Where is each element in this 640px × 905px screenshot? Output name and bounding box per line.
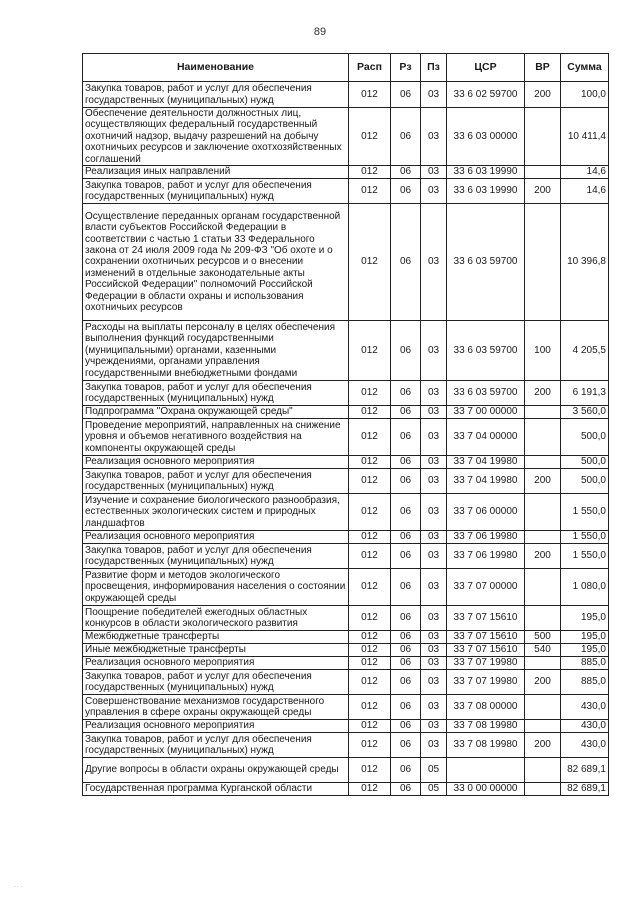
cell-rasp: 012 — [349, 381, 391, 406]
cell-name: Закупка товаров, работ и услуг для обеспечения государственных (муниципальных) нужд — [83, 544, 349, 569]
cell-sum: 4 205,5 — [561, 321, 609, 381]
table-row — [83, 657, 609, 670]
header-name: Наименование — [83, 54, 349, 82]
cell-rasp: 012 — [349, 204, 391, 321]
cell-rz: 06 — [391, 321, 421, 381]
cell-rasp: 012 — [349, 456, 391, 469]
cell-rasp: 012 — [349, 321, 391, 381]
cell-csr: 33 7 07 15610 — [447, 631, 525, 644]
cell-pz: 03 — [421, 456, 447, 469]
cell-pz: 03 — [421, 469, 447, 494]
cell-vr: 540 — [525, 644, 561, 657]
header-vr: ВР — [525, 54, 561, 82]
cell-rz: 06 — [391, 166, 421, 179]
cell-vr — [525, 456, 561, 469]
cell-sum: 1 550,0 — [561, 494, 609, 531]
table-row — [83, 670, 609, 695]
cell-name: Совершенствование механизмов государственного управления в сфере охраны окружающей среды — [83, 695, 349, 720]
header-csr: ЦСР — [447, 54, 525, 82]
cell-vr: 200 — [525, 670, 561, 695]
cell-name: Реализация основного мероприятия — [83, 456, 349, 469]
cell-csr: 33 6 02 59700 — [447, 82, 525, 108]
header-sum: Сумма — [561, 54, 609, 82]
cell-sum: 100,0 — [561, 82, 609, 108]
cell-rasp: 012 — [349, 758, 391, 783]
cell-vr — [525, 531, 561, 544]
cell-sum: 14,6 — [561, 166, 609, 179]
cell-name: Закупка товаров, работ и услуг для обеспечения государственных (муниципальных) нужд — [83, 670, 349, 695]
cell-pz: 05 — [421, 758, 447, 783]
cell-rz: 06 — [391, 108, 421, 166]
cell-sum: 430,0 — [561, 733, 609, 758]
cell-rz: 06 — [391, 544, 421, 569]
cell-vr — [525, 657, 561, 670]
cell-rasp: 012 — [349, 733, 391, 758]
cell-vr — [525, 494, 561, 531]
cell-rasp: 012 — [349, 544, 391, 569]
cell-vr: 100 — [525, 321, 561, 381]
cell-vr — [525, 783, 561, 796]
table-row — [83, 406, 609, 419]
cell-pz: 03 — [421, 179, 447, 204]
cell-vr: 200 — [525, 733, 561, 758]
cell-pz: 03 — [421, 166, 447, 179]
cell-rz: 06 — [391, 456, 421, 469]
cell-vr — [525, 166, 561, 179]
cell-rz: 06 — [391, 569, 421, 606]
corner-mark: .. . — [14, 880, 23, 889]
cell-csr: 33 7 06 19980 — [447, 544, 525, 569]
table-row — [83, 544, 609, 569]
cell-rz: 06 — [391, 204, 421, 321]
cell-sum: 430,0 — [561, 720, 609, 733]
cell-rasp: 012 — [349, 406, 391, 419]
table-row — [83, 419, 609, 456]
cell-csr: 33 7 07 19980 — [447, 657, 525, 670]
table-row — [83, 783, 609, 796]
cell-rasp: 012 — [349, 419, 391, 456]
cell-sum: 195,0 — [561, 644, 609, 657]
cell-csr: 33 7 04 00000 — [447, 419, 525, 456]
cell-vr — [525, 606, 561, 631]
cell-pz: 03 — [421, 733, 447, 758]
cell-rasp: 012 — [349, 531, 391, 544]
cell-vr: 200 — [525, 82, 561, 108]
cell-rz: 06 — [391, 82, 421, 108]
cell-sum: 6 191,3 — [561, 381, 609, 406]
table-row — [83, 720, 609, 733]
table-row — [83, 631, 609, 644]
cell-pz: 03 — [421, 381, 447, 406]
cell-rasp: 012 — [349, 179, 391, 204]
cell-pz: 03 — [421, 606, 447, 631]
cell-pz: 03 — [421, 531, 447, 544]
cell-csr: 33 7 04 19980 — [447, 469, 525, 494]
cell-name: Реализация основного мероприятия — [83, 720, 349, 733]
cell-name: Подпрограмма "Охрана окружающей среды" — [83, 406, 349, 419]
table-row — [83, 644, 609, 657]
table-row — [83, 469, 609, 494]
cell-csr: 33 7 07 15610 — [447, 606, 525, 631]
cell-vr: 200 — [525, 469, 561, 494]
cell-rasp: 012 — [349, 657, 391, 670]
cell-rasp: 012 — [349, 108, 391, 166]
cell-name: Иные межбюджетные трансферты — [83, 644, 349, 657]
cell-name: Поощрение победителей ежегодных областных конкурсов в области экологического развития — [83, 606, 349, 631]
cell-sum: 1 550,0 — [561, 531, 609, 544]
cell-name: Обеспечение деятельности должностных лиц, осуществляющих федеральный государственный охотничий надзор, выдачу разрешений на добычу охотничьих ресурсов и заключение охотхозяйственных соглашений — [83, 108, 349, 166]
cell-rasp: 012 — [349, 631, 391, 644]
page-number: 89 — [313, 26, 327, 38]
cell-name: Другие вопросы в области охраны окружающей среды — [83, 758, 349, 783]
cell-sum: 430,0 — [561, 695, 609, 720]
budget-table — [82, 53, 609, 796]
table-row — [83, 82, 609, 108]
cell-csr: 33 7 07 19980 — [447, 670, 525, 695]
cell-pz: 03 — [421, 544, 447, 569]
table-row — [83, 108, 609, 166]
cell-rz: 06 — [391, 670, 421, 695]
cell-pz: 03 — [421, 695, 447, 720]
table-row — [83, 733, 609, 758]
cell-sum: 10 411,4 — [561, 108, 609, 166]
cell-pz: 03 — [421, 644, 447, 657]
cell-vr — [525, 406, 561, 419]
cell-sum: 82 689,1 — [561, 758, 609, 783]
table-row — [83, 204, 609, 321]
table-row — [83, 494, 609, 531]
cell-pz: 03 — [421, 657, 447, 670]
table-row — [83, 569, 609, 606]
cell-sum: 10 396,8 — [561, 204, 609, 321]
cell-pz: 03 — [421, 419, 447, 456]
cell-vr — [525, 108, 561, 166]
header-pz: Пз — [421, 54, 447, 82]
cell-csr: 33 6 03 19990 — [447, 179, 525, 204]
cell-sum: 885,0 — [561, 670, 609, 695]
cell-sum: 500,0 — [561, 419, 609, 456]
cell-pz: 03 — [421, 494, 447, 531]
table-row — [83, 456, 609, 469]
cell-rasp: 012 — [349, 783, 391, 796]
cell-name: Межбюджетные трансферты — [83, 631, 349, 644]
cell-rz: 06 — [391, 381, 421, 406]
cell-name: Закупка товаров, работ и услуг для обеспечения государственных (муниципальных) нужд — [83, 381, 349, 406]
cell-rasp: 012 — [349, 569, 391, 606]
table-row — [83, 531, 609, 544]
cell-vr: 200 — [525, 381, 561, 406]
cell-csr: 33 7 08 19980 — [447, 733, 525, 758]
cell-sum: 885,0 — [561, 657, 609, 670]
cell-vr — [525, 569, 561, 606]
cell-csr: 33 7 08 00000 — [447, 695, 525, 720]
cell-vr: 200 — [525, 179, 561, 204]
cell-csr: 33 7 04 19980 — [447, 456, 525, 469]
cell-csr — [447, 758, 525, 783]
cell-rz: 06 — [391, 783, 421, 796]
cell-name: Реализация основного мероприятия — [83, 531, 349, 544]
cell-rz: 06 — [391, 606, 421, 631]
table-row — [83, 695, 609, 720]
cell-vr: 200 — [525, 544, 561, 569]
cell-name: Реализация основного мероприятия — [83, 657, 349, 670]
cell-name: Проведение мероприятий, направленных на снижение уровня и объемов негативного воздействия на компоненты окружающей среды — [83, 419, 349, 456]
cell-rasp: 012 — [349, 670, 391, 695]
cell-rz: 06 — [391, 733, 421, 758]
cell-csr: 33 6 03 59700 — [447, 321, 525, 381]
cell-pz: 03 — [421, 670, 447, 695]
cell-sum: 1 550,0 — [561, 544, 609, 569]
cell-rasp: 012 — [349, 606, 391, 631]
cell-rz: 06 — [391, 720, 421, 733]
cell-rz: 06 — [391, 695, 421, 720]
cell-csr: 33 7 07 15610 — [447, 644, 525, 657]
cell-vr — [525, 758, 561, 783]
cell-csr: 33 7 00 00000 — [447, 406, 525, 419]
cell-rz: 06 — [391, 631, 421, 644]
cell-pz: 03 — [421, 569, 447, 606]
cell-name: Закупка товаров, работ и услуг для обеспечения государственных (муниципальных) нужд — [83, 733, 349, 758]
cell-rasp: 012 — [349, 695, 391, 720]
cell-vr — [525, 695, 561, 720]
table-row — [83, 381, 609, 406]
cell-name: Закупка товаров, работ и услуг для обеспечения государственных (муниципальных) нужд — [83, 469, 349, 494]
cell-name: Расходы на выплаты персоналу в целях обеспечения выполнения функций государственными (муниципальными) органами, казенными учреждениями, органами управления государственными внебюджетными фондами — [83, 321, 349, 381]
cell-name: Развитие форм и методов экологического просвещения, информирования населения о состоянии окружающей среды — [83, 569, 349, 606]
cell-pz: 03 — [421, 720, 447, 733]
cell-vr — [525, 204, 561, 321]
cell-rasp: 012 — [349, 644, 391, 657]
cell-sum: 3 560,0 — [561, 406, 609, 419]
cell-sum: 82 689,1 — [561, 783, 609, 796]
cell-csr: 33 6 03 19990 — [447, 166, 525, 179]
cell-csr: 33 0 00 00000 — [447, 783, 525, 796]
cell-rz: 06 — [391, 179, 421, 204]
cell-pz: 03 — [421, 108, 447, 166]
cell-rz: 06 — [391, 469, 421, 494]
cell-pz: 03 — [421, 321, 447, 381]
cell-vr — [525, 720, 561, 733]
cell-pz: 03 — [421, 204, 447, 321]
cell-pz: 03 — [421, 406, 447, 419]
header-rz: Рз — [391, 54, 421, 82]
cell-pz: 05 — [421, 783, 447, 796]
cell-name: Закупка товаров, работ и услуг для обеспечения государственных (муниципальных) нужд — [83, 179, 349, 204]
cell-csr: 33 6 03 59700 — [447, 204, 525, 321]
cell-rz: 06 — [391, 758, 421, 783]
cell-rasp: 012 — [349, 720, 391, 733]
table-row — [83, 321, 609, 381]
table-row — [83, 179, 609, 204]
cell-csr: 33 7 07 00000 — [447, 569, 525, 606]
cell-sum: 195,0 — [561, 606, 609, 631]
cell-sum: 1 080,0 — [561, 569, 609, 606]
cell-name: Закупка товаров, работ и услуг для обеспечения государственных (муниципальных) нужд — [83, 82, 349, 108]
cell-rz: 06 — [391, 494, 421, 531]
cell-csr: 33 6 03 59700 — [447, 381, 525, 406]
table-row — [83, 758, 609, 783]
cell-rz: 06 — [391, 419, 421, 456]
cell-sum: 500,0 — [561, 469, 609, 494]
cell-rz: 06 — [391, 531, 421, 544]
cell-name: Изучение и сохранение биологического разнообразия, естественных экологических систем и природных ландшафтов — [83, 494, 349, 531]
cell-csr: 33 7 06 00000 — [447, 494, 525, 531]
cell-sum: 195,0 — [561, 631, 609, 644]
cell-name: Государственная программа Курганской области — [83, 783, 349, 796]
cell-rasp: 012 — [349, 494, 391, 531]
cell-pz: 03 — [421, 631, 447, 644]
cell-pz: 03 — [421, 82, 447, 108]
cell-vr — [525, 419, 561, 456]
cell-rz: 06 — [391, 406, 421, 419]
cell-sum: 14,6 — [561, 179, 609, 204]
header-rasp: Расп — [349, 54, 391, 82]
cell-rz: 06 — [391, 657, 421, 670]
cell-csr: 33 7 06 19980 — [447, 531, 525, 544]
table-row — [83, 606, 609, 631]
table-header-row — [83, 54, 609, 82]
cell-vr: 500 — [525, 631, 561, 644]
cell-csr: 33 7 08 19980 — [447, 720, 525, 733]
cell-sum: 500,0 — [561, 456, 609, 469]
table-row — [83, 166, 609, 179]
cell-name: Осуществление переданных органам государственной власти субъектов Российской Федерации в соответствии с частью 1 статьи 33 Федерального закона от 24 июля 2009 года № 209-ФЗ "Об охоте и о сохранении охотничьих ресурсов и о внесении изменений в отдельные законодательные акты Российской Федерации" полномочий Российской Федерации в области охраны и использования охотничьих ресурсов — [83, 204, 349, 321]
cell-rz: 06 — [391, 644, 421, 657]
cell-csr: 33 6 03 00000 — [447, 108, 525, 166]
cell-rasp: 012 — [349, 469, 391, 494]
cell-rasp: 012 — [349, 166, 391, 179]
cell-rasp: 012 — [349, 82, 391, 108]
cell-name: Реализация иных направлений — [83, 166, 349, 179]
